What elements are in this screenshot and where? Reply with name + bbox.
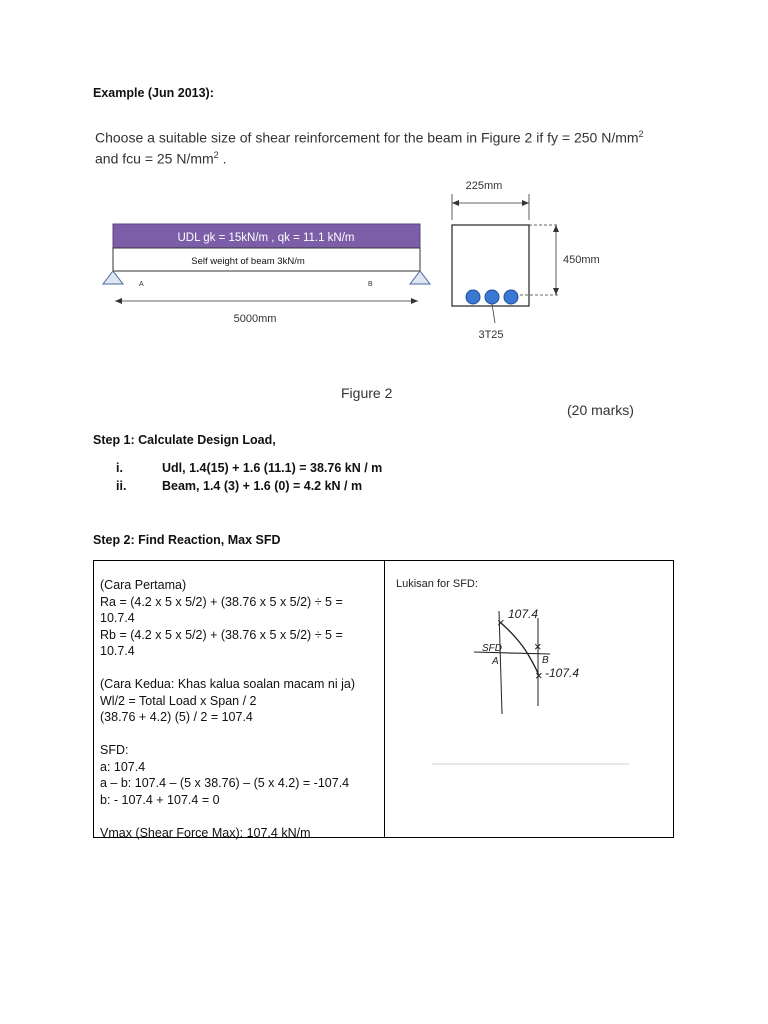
calc-line: a: 107.4 bbox=[100, 759, 146, 774]
sketch-title: Lukisan for SFD: bbox=[396, 578, 478, 590]
calc-line: 10.7.4 bbox=[100, 644, 135, 658]
calc-line: (38.76 + 4.2) (5) / 2 = 107.4 bbox=[100, 710, 253, 724]
calc-spacer bbox=[100, 726, 370, 743]
list-item-number: ii. bbox=[116, 479, 127, 493]
span-arrow-left-icon bbox=[115, 298, 122, 304]
example-heading: Example (Jun 2013): bbox=[93, 86, 214, 100]
calc-line: 10.7.4 bbox=[100, 611, 135, 625]
calculation-cell bbox=[100, 577, 370, 841]
beam-figure bbox=[95, 170, 655, 345]
span-label: 5000mm bbox=[233, 313, 277, 325]
section-height-label: 450mm bbox=[563, 254, 600, 266]
question-superscript-2: 2 bbox=[213, 149, 219, 160]
sketch-point-a: A bbox=[492, 656, 499, 667]
list-item-number: i. bbox=[116, 461, 123, 475]
calc-line: SFD: bbox=[100, 743, 129, 757]
list-item-text: Udl, 1.4(15) + 1.6 (11.1) = 38.76 kN / m bbox=[162, 461, 383, 475]
calc-line: b: - 107.4 + 107.4 = 0 bbox=[100, 792, 220, 807]
cross-mark-bottom: × bbox=[535, 668, 543, 683]
sfd-sketch bbox=[424, 596, 664, 771]
rebar-2-icon bbox=[485, 290, 499, 304]
rebar-leader-line bbox=[492, 304, 495, 323]
marks-label: (20 marks) bbox=[567, 402, 634, 418]
cross-mark-mid: × bbox=[534, 639, 542, 654]
span-arrow-right-icon bbox=[411, 298, 418, 304]
question-part-3: . bbox=[218, 150, 227, 167]
sketch-point-b: B bbox=[542, 655, 549, 666]
question-text bbox=[95, 126, 655, 167]
section-width-label: 225mm bbox=[465, 180, 503, 192]
sfd-table bbox=[93, 560, 674, 838]
step1-heading: Step 1: Calculate Design Load, bbox=[93, 433, 276, 447]
width-arrow-right-icon bbox=[522, 200, 529, 206]
question-part-1: Choose a suitable size of shear reinforcement for the beam in Figure 2 if fy = 250 N/mm bbox=[95, 129, 639, 146]
support-a-icon bbox=[103, 271, 123, 284]
rebar-3-icon bbox=[504, 290, 518, 304]
sketch-axis-label: SFD bbox=[482, 643, 502, 654]
sketch-top-value: 107.4 bbox=[508, 607, 539, 621]
udl-label: UDL gk = 15kN/m , qk = 11.1 kN/m bbox=[177, 232, 355, 244]
calc-line: (Cara Kedua: Khas kalua soalan macam ni ja) bbox=[100, 677, 355, 691]
height-arrow-top-icon bbox=[553, 225, 559, 232]
figure-caption: Figure 2 bbox=[341, 385, 393, 401]
support-a-label: A bbox=[139, 281, 144, 288]
height-arrow-bottom-icon bbox=[553, 288, 559, 295]
cross-mark-top: × bbox=[497, 615, 505, 630]
width-arrow-left-icon bbox=[452, 200, 459, 206]
calc-line: Ra = (4.2 x 5 x 5/2) + (38.76 x 5 x 5/2) ÷ 5 = bbox=[100, 594, 343, 609]
support-b-icon bbox=[410, 271, 430, 284]
calc-line: Vmax (Shear Force Max): 107.4 kN/m bbox=[100, 825, 311, 840]
rebar-label: 3T25 bbox=[478, 329, 504, 341]
calc-line: Rb = (4.2 x 5 x 5/2) + (38.76 x 5 x 5/2) ÷ 5 = bbox=[100, 627, 343, 642]
question-superscript-1: 2 bbox=[638, 129, 644, 139]
rebar-1-icon bbox=[466, 290, 480, 304]
self-weight-label: Self weight of beam 3kN/m bbox=[191, 256, 305, 267]
sketch-bottom-value: -107.4 bbox=[545, 666, 580, 680]
calc-line: a – b: 107.4 – (5 x 38.76) – (5 x 4.2) = -107.4 bbox=[100, 776, 350, 790]
calc-line: Wl/2 = Total Load x Span / 2 bbox=[100, 693, 257, 708]
calc-line: (Cara Pertama) bbox=[100, 578, 187, 592]
calc-spacer bbox=[100, 808, 370, 825]
list-item-text: Beam, 1.4 (3) + 1.6 (0) = 4.2 kN / m bbox=[162, 479, 363, 493]
question-part-2: and fcu = 25 N/mm bbox=[95, 150, 214, 167]
step2-heading: Step 2: Find Reaction, Max SFD bbox=[93, 533, 281, 547]
calc-spacer bbox=[100, 660, 370, 677]
table-divider bbox=[384, 561, 385, 837]
support-b-label: B bbox=[368, 281, 373, 288]
